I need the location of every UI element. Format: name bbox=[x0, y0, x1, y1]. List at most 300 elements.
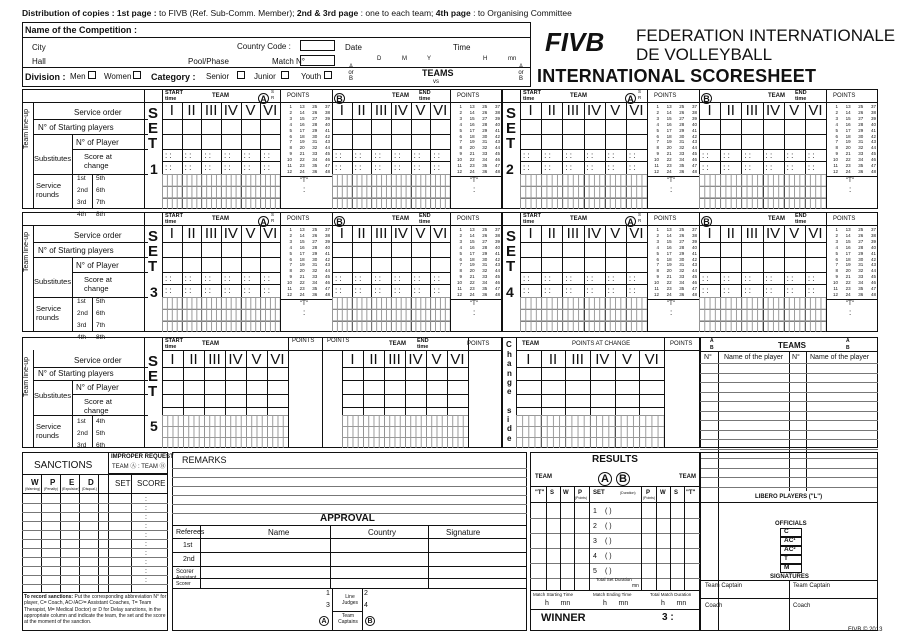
point-cell: 20 bbox=[299, 268, 305, 274]
point-cell: 47 bbox=[324, 286, 330, 292]
point-cell: 40 bbox=[494, 121, 500, 127]
sub-dots: : : bbox=[628, 151, 636, 160]
point-cell: 20 bbox=[469, 268, 475, 274]
point-cell: 3 bbox=[289, 238, 292, 244]
point-cell: 8 bbox=[459, 268, 462, 274]
youth-checkbox[interactable] bbox=[324, 71, 332, 79]
point-cell: 13 bbox=[299, 227, 305, 232]
sub-dots: : : bbox=[628, 163, 636, 172]
referees-label: Referees bbox=[176, 529, 205, 536]
point-cell: 41 bbox=[870, 127, 876, 133]
point-cell: 17 bbox=[845, 250, 851, 256]
team-label: TEAM bbox=[212, 216, 229, 222]
point-cell: 28 bbox=[679, 244, 685, 250]
point-cell: 36 bbox=[312, 291, 318, 297]
point-cell: 15 bbox=[469, 115, 475, 121]
fivb-logo bbox=[543, 21, 623, 61]
point-cell: 35 bbox=[679, 163, 685, 169]
sub-dots: : : bbox=[184, 163, 192, 172]
team-b-label: TEAM bbox=[768, 93, 785, 99]
point-cell: 19 bbox=[666, 262, 672, 268]
point-cell: 19 bbox=[469, 139, 475, 145]
point-cell: 43 bbox=[870, 139, 876, 145]
substitutes-5: Substitutes bbox=[34, 391, 72, 400]
svg-text:FIVB: FIVB bbox=[545, 27, 605, 57]
point-cell: 31 bbox=[312, 262, 318, 268]
point-cell: 11 bbox=[457, 286, 462, 292]
category-label: Category : bbox=[151, 72, 196, 82]
captain-a: A bbox=[319, 616, 329, 626]
duration-paren: ( ) bbox=[605, 553, 612, 560]
point-cell: 44 bbox=[870, 145, 876, 151]
results-p-b: P bbox=[646, 490, 651, 496]
results-set-row: 3 bbox=[593, 538, 597, 545]
point-cell: 24 bbox=[469, 168, 475, 174]
point-cell: 22 bbox=[666, 280, 672, 286]
total-set-duration: Total Set Duration bbox=[596, 577, 632, 582]
sub-dots: : : bbox=[786, 274, 794, 283]
junior-checkbox[interactable] bbox=[281, 71, 289, 79]
point-cell: 32 bbox=[679, 145, 685, 151]
sub-dots: : : bbox=[394, 163, 401, 172]
point-cell: 19 bbox=[845, 262, 851, 268]
point-cell: 20 bbox=[845, 145, 851, 151]
point-cell: 45 bbox=[870, 151, 876, 157]
point-cell: 7 bbox=[459, 139, 462, 145]
point-cell: 15 bbox=[299, 115, 305, 121]
point-cell: 2 bbox=[459, 232, 462, 238]
rotation-II: II bbox=[726, 102, 735, 119]
point-cell: 13 bbox=[666, 227, 672, 232]
sub-dots: : : bbox=[565, 274, 572, 283]
point-cell: 40 bbox=[870, 121, 876, 127]
time-h: H bbox=[483, 56, 488, 62]
sanction-p-sub: (Penalty) bbox=[44, 487, 59, 491]
women-checkbox[interactable] bbox=[133, 71, 141, 79]
sub-dots: : : bbox=[586, 274, 594, 283]
first-referee: 1st bbox=[183, 542, 193, 549]
point-cell: 13 bbox=[469, 104, 475, 109]
point-cell: 4 bbox=[289, 244, 292, 250]
point-cell: 24 bbox=[845, 291, 851, 297]
point-cell: 30 bbox=[482, 256, 488, 262]
rotation-I: I bbox=[528, 102, 533, 119]
change-points: POINTS bbox=[670, 341, 693, 347]
point-cell: 3 bbox=[835, 115, 838, 121]
points-colon: : bbox=[473, 308, 476, 317]
service-rounds-grid bbox=[699, 174, 826, 209]
sub-dots: : : bbox=[523, 286, 530, 295]
point-cell: 6 bbox=[289, 133, 292, 139]
point-cell: 5 bbox=[835, 127, 838, 133]
point-cell: 7 bbox=[656, 139, 659, 145]
points-label-b: POINTS bbox=[457, 216, 480, 222]
rotation5-VI: VI bbox=[450, 351, 465, 368]
points-colon: : bbox=[303, 308, 306, 317]
change-team: TEAM bbox=[522, 341, 539, 347]
sub-dots: : : bbox=[374, 286, 381, 295]
point-cell: 19 bbox=[469, 262, 475, 268]
points-label-b: POINTS bbox=[833, 216, 856, 222]
point-cell: 27 bbox=[482, 238, 488, 244]
start-time-label: START time bbox=[165, 213, 183, 225]
rotation5-II: II bbox=[189, 351, 198, 368]
vs-label: vs bbox=[433, 79, 439, 85]
rotation-c-II: II bbox=[548, 351, 558, 368]
point-cell: 39 bbox=[870, 115, 876, 121]
points-5a: POINTS bbox=[292, 338, 315, 344]
rotation-V: V bbox=[245, 225, 256, 242]
set-letter-S: S bbox=[506, 228, 517, 245]
sub-dots: : : bbox=[354, 163, 362, 172]
point-cell: 44 bbox=[324, 268, 330, 274]
results-s-a: S bbox=[550, 490, 555, 496]
point-cell: 39 bbox=[691, 115, 697, 121]
point-cell: 4 bbox=[459, 244, 462, 250]
point-cell: 20 bbox=[845, 268, 851, 274]
roster-teams-label: TEAMS bbox=[778, 341, 806, 350]
change-letter: e bbox=[507, 387, 512, 397]
point-cell: 29 bbox=[312, 250, 318, 256]
rotation-IV: IV bbox=[766, 102, 781, 119]
point-cell: 45 bbox=[870, 274, 876, 280]
points-label: POINTS bbox=[287, 93, 310, 99]
point-cell: 21 bbox=[469, 151, 475, 157]
date-d: D bbox=[377, 56, 382, 62]
sub-dots: : : bbox=[433, 274, 440, 283]
official-code-0: C bbox=[784, 528, 789, 535]
point-cell: 5 bbox=[459, 127, 462, 133]
sub-dots: : : bbox=[433, 286, 440, 295]
sub-dots: : : bbox=[544, 286, 551, 295]
point-cell: 24 bbox=[845, 168, 851, 174]
point-cell: 2 bbox=[289, 109, 292, 115]
point-cell: 7 bbox=[459, 262, 462, 268]
team-a-circle: A bbox=[258, 216, 269, 227]
sub-dots: : : bbox=[263, 163, 270, 172]
results-p-sub-b: (Points) bbox=[643, 496, 656, 500]
sub-dots: : : bbox=[374, 163, 381, 172]
point-cell: 33 bbox=[679, 274, 685, 280]
team-lineup-label: Team line-up bbox=[23, 108, 30, 149]
sub-dots: : : bbox=[523, 274, 530, 283]
point-cell: 44 bbox=[324, 145, 330, 151]
service-order-label: Service order bbox=[74, 231, 122, 240]
sub-dots: : : bbox=[723, 151, 730, 160]
men-checkbox[interactable] bbox=[88, 71, 96, 79]
points-colon: : bbox=[849, 308, 852, 317]
point-cell: 45 bbox=[494, 151, 500, 157]
point-cell: 8 bbox=[459, 145, 462, 151]
rotation5-V: V bbox=[251, 351, 262, 368]
point-cell: 27 bbox=[679, 238, 685, 244]
change-letter: i bbox=[507, 415, 510, 425]
rotation-III: III bbox=[745, 225, 759, 242]
rotation-V: V bbox=[415, 225, 426, 242]
rotation-III: III bbox=[204, 225, 218, 242]
point-cell: 31 bbox=[858, 262, 864, 268]
point-cell: 48 bbox=[870, 291, 876, 297]
round5-label: 4th bbox=[96, 418, 106, 425]
point-cell: 40 bbox=[691, 244, 697, 250]
point-cell: 34 bbox=[312, 280, 318, 286]
service-rounds-grid bbox=[162, 174, 280, 209]
sub-dots: : : bbox=[184, 286, 192, 295]
point-cell: 48 bbox=[324, 291, 330, 297]
end-time-label: END time bbox=[419, 213, 431, 225]
point-cell: 33 bbox=[482, 274, 488, 280]
point-cell: 17 bbox=[299, 127, 305, 133]
points-colon: : bbox=[670, 185, 673, 194]
point-cell: 30 bbox=[679, 133, 685, 139]
points-column bbox=[828, 104, 876, 175]
rotation-VI: VI bbox=[629, 102, 644, 119]
duration-paren: ( ) bbox=[605, 538, 612, 545]
team-a-circle: A bbox=[625, 93, 636, 104]
start-time-label: START time bbox=[523, 90, 541, 102]
point-cell: 4 bbox=[459, 121, 462, 127]
point-cell: 1 bbox=[289, 227, 292, 232]
improper-teams: TEAM Ⓐ : TEAM Ⓑ bbox=[112, 464, 166, 470]
point-cell: 46 bbox=[691, 157, 697, 163]
country-code-label: Country Code : bbox=[237, 42, 291, 51]
sub-dots: : : bbox=[204, 163, 211, 172]
point-cell: 6 bbox=[656, 133, 659, 139]
sub-dots: : : bbox=[586, 163, 594, 172]
point-cell: 16 bbox=[666, 121, 672, 127]
sub-dots: : : bbox=[807, 151, 815, 160]
point-cell: 48 bbox=[870, 168, 876, 174]
teams-label: TEAMS bbox=[422, 68, 454, 78]
point-cell: 37 bbox=[870, 227, 876, 232]
change-c: C bbox=[506, 340, 512, 349]
rotation-I: I bbox=[528, 225, 533, 242]
point-cell: 14 bbox=[469, 232, 475, 238]
sub-dots: : : bbox=[413, 274, 421, 283]
point-cell: 18 bbox=[469, 133, 475, 139]
sanction-w-sub: (Warning) bbox=[25, 487, 41, 491]
approval-signature: Signature bbox=[446, 528, 481, 537]
city-label: City bbox=[32, 43, 46, 52]
point-cell: 1 bbox=[656, 227, 659, 232]
rotation-c-VI: VI bbox=[644, 351, 659, 368]
point-cell: 21 bbox=[666, 274, 672, 280]
point-cell: 6 bbox=[835, 133, 838, 139]
start-h-mn: h mn bbox=[545, 600, 571, 607]
change-letter: e bbox=[507, 433, 512, 443]
point-cell: 6 bbox=[459, 256, 462, 262]
point-cell: 29 bbox=[679, 250, 685, 256]
sub-dots: : : bbox=[544, 163, 551, 172]
point-cell: 16 bbox=[845, 121, 851, 127]
point-cell: 42 bbox=[870, 256, 876, 262]
sanction-e: E bbox=[69, 478, 75, 487]
point-cell: 1 bbox=[459, 104, 462, 109]
time-mn: mn bbox=[508, 56, 517, 62]
point-cell: 38 bbox=[691, 232, 697, 238]
point-cell: 21 bbox=[666, 151, 672, 157]
point-cell: 9 bbox=[835, 274, 838, 280]
point-cell: 34 bbox=[858, 280, 864, 286]
team-lineup-label: Team line-up bbox=[23, 231, 30, 272]
point-cell: 30 bbox=[858, 133, 864, 139]
rotation-c-IV: IV bbox=[595, 351, 610, 368]
rotation-II: II bbox=[547, 102, 556, 119]
point-cell: 41 bbox=[324, 250, 330, 256]
sub-dots: : : bbox=[586, 151, 594, 160]
rotation-VI: VI bbox=[263, 102, 278, 119]
approval-title: APPROVAL bbox=[320, 513, 375, 524]
rotation-IV: IV bbox=[766, 225, 781, 242]
set-letter-T: T bbox=[148, 258, 158, 275]
point-cell: 13 bbox=[469, 227, 475, 232]
point-cell: 24 bbox=[666, 168, 672, 174]
official-code-4: M bbox=[784, 564, 790, 571]
rotation-VI: VI bbox=[263, 225, 278, 242]
score-colon: : bbox=[145, 514, 147, 521]
service-grid-5 bbox=[162, 415, 288, 448]
point-cell: 36 bbox=[679, 291, 685, 297]
point-cell: 10 bbox=[832, 280, 838, 286]
sub-dots: : : bbox=[354, 151, 362, 160]
points-column bbox=[282, 227, 330, 298]
improper-request-label: IMPROPER REQUEST bbox=[111, 454, 174, 460]
team-label: TEAM bbox=[570, 216, 587, 222]
rotation5-III: III bbox=[388, 351, 401, 368]
roster-b-2: B bbox=[846, 345, 850, 351]
point-cell: 28 bbox=[858, 244, 864, 250]
point-cell: 42 bbox=[691, 256, 697, 262]
point-cell: 9 bbox=[835, 151, 838, 157]
rotation5-III: III bbox=[208, 351, 221, 368]
sub-dots: : : bbox=[744, 151, 751, 160]
point-cell: 21 bbox=[845, 274, 851, 280]
rotation-IV: IV bbox=[393, 102, 408, 119]
round-label: 6th bbox=[96, 310, 106, 317]
point-cell: 14 bbox=[845, 232, 851, 238]
round-label: 7th bbox=[96, 199, 106, 206]
sub-dots: : : bbox=[224, 163, 231, 172]
sub-dots: : : bbox=[807, 274, 815, 283]
point-cell: 12 bbox=[653, 168, 659, 174]
round-label: 5th bbox=[96, 175, 106, 182]
set-number: 3 bbox=[150, 284, 158, 300]
point-cell: 19 bbox=[845, 139, 851, 145]
sub-dots: : : bbox=[786, 286, 794, 295]
sanctions-title: SANCTIONS bbox=[34, 460, 93, 471]
division-women: Women bbox=[104, 72, 132, 81]
sub-dots: : : bbox=[263, 151, 270, 160]
sub-dots: : : bbox=[243, 151, 251, 160]
team-b-label: TEAM bbox=[392, 93, 409, 99]
remarks-title: REMARKS bbox=[182, 455, 227, 465]
point-cell: 11 bbox=[457, 163, 462, 169]
point-cell: 44 bbox=[870, 268, 876, 274]
score-colon: : bbox=[145, 532, 147, 539]
point-cell: 37 bbox=[324, 104, 330, 109]
senior-checkbox[interactable] bbox=[237, 71, 245, 79]
change-letter: g bbox=[507, 377, 512, 387]
point-cell: 36 bbox=[312, 168, 318, 174]
points-colon: : bbox=[473, 185, 476, 194]
point-cell: 38 bbox=[494, 232, 500, 238]
official-code-1: AC¹ bbox=[784, 537, 796, 544]
service-rounds-grid bbox=[332, 174, 450, 209]
scoresheet-title: INTERNATIONAL SCORESHEET bbox=[537, 66, 817, 86]
rotation5-II: II bbox=[369, 351, 378, 368]
point-cell: 22 bbox=[666, 157, 672, 163]
point-cell: 26 bbox=[482, 109, 488, 115]
end-time-5: END time bbox=[417, 338, 429, 350]
point-cell: 2 bbox=[459, 109, 462, 115]
point-cell: 25 bbox=[679, 104, 685, 109]
results-circle-a: A bbox=[598, 472, 612, 486]
points-column bbox=[452, 104, 500, 175]
point-cell: 46 bbox=[870, 280, 876, 286]
team-captain-b: Team Captain bbox=[793, 583, 831, 589]
date-label: Date bbox=[345, 43, 362, 52]
service-rounds-5: Service rounds bbox=[36, 422, 62, 440]
point-cell: 16 bbox=[469, 121, 475, 127]
point-cell: 37 bbox=[691, 227, 697, 232]
point-cell: 20 bbox=[469, 145, 475, 151]
team-label: TEAM bbox=[212, 93, 229, 99]
rotation5-VI: VI bbox=[270, 351, 285, 368]
point-cell: 39 bbox=[324, 238, 330, 244]
point-cell: 9 bbox=[459, 274, 462, 280]
point-cell: 13 bbox=[666, 104, 672, 109]
sanction-e-sub: (Expulsion) bbox=[62, 487, 80, 491]
sub-dots: : : bbox=[702, 163, 709, 172]
team-b-circle: B bbox=[334, 216, 345, 227]
point-cell: 23 bbox=[469, 286, 475, 292]
point-cell: 34 bbox=[482, 280, 488, 286]
point-cell: 43 bbox=[691, 262, 697, 268]
point-cell: 16 bbox=[299, 244, 305, 250]
results-t-a: "T" bbox=[535, 490, 545, 496]
point-cell: 15 bbox=[666, 115, 672, 121]
signatures-label: SIGNATURES bbox=[770, 574, 809, 580]
set5-letter-E: E bbox=[148, 368, 159, 385]
point-cell: 40 bbox=[870, 244, 876, 250]
sanction-p: P bbox=[50, 478, 56, 487]
sub-dots: : : bbox=[165, 274, 172, 283]
point-cell: 40 bbox=[324, 121, 330, 127]
point-cell: 30 bbox=[312, 133, 318, 139]
point-cell: 25 bbox=[482, 227, 488, 232]
sanction-w: W bbox=[31, 478, 39, 487]
point-cell: 48 bbox=[494, 168, 500, 174]
rotation5-V: V bbox=[431, 351, 442, 368]
point-cell: 31 bbox=[858, 139, 864, 145]
time-label: Time bbox=[453, 43, 471, 52]
point-cell: 40 bbox=[494, 244, 500, 250]
rotation-V: V bbox=[415, 102, 426, 119]
set5-letter-T: T bbox=[148, 383, 158, 400]
point-cell: 29 bbox=[858, 250, 864, 256]
point-cell: 22 bbox=[469, 157, 475, 163]
sub-dots: : : bbox=[394, 286, 401, 295]
point-cell: 39 bbox=[494, 238, 500, 244]
point-cell: 36 bbox=[482, 168, 488, 174]
point-cell: 5 bbox=[656, 127, 659, 133]
roster-name-1: Name of the player bbox=[724, 354, 784, 361]
score-colon: : bbox=[145, 577, 147, 584]
point-cell: 39 bbox=[870, 238, 876, 244]
points-column bbox=[828, 227, 876, 298]
point-cell: 47 bbox=[870, 163, 876, 169]
point-cell: 16 bbox=[666, 244, 672, 250]
